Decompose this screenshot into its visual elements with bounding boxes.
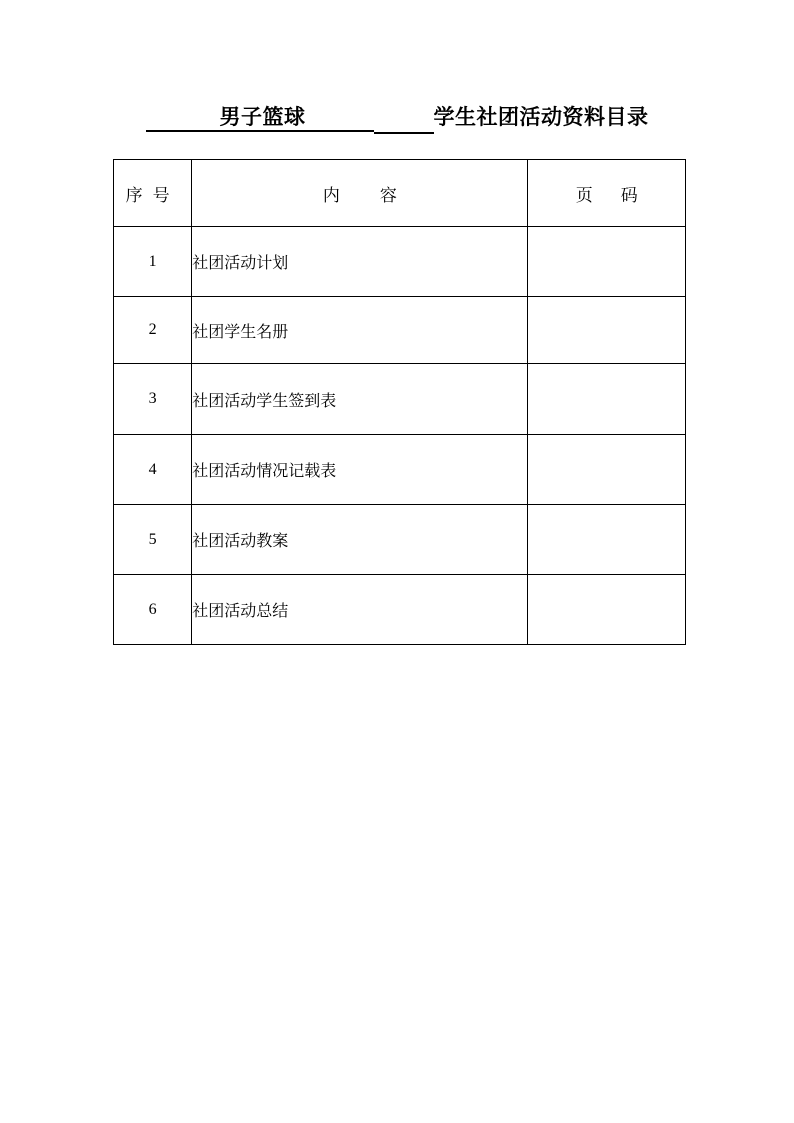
row-content: 社团活动总结 [192,575,528,645]
row-page [528,575,686,645]
contents-table [113,159,686,645]
row-page [528,297,686,364]
header-number: 序号 [114,160,192,227]
header-content: 内容 [192,160,528,227]
row-number: 5 [114,505,192,575]
table-row [114,575,686,645]
row-number: 4 [114,435,192,505]
row-page [528,227,686,297]
club-name-underline [374,132,434,134]
row-content: 社团活动情况记载表 [192,435,528,505]
table-row [114,227,686,297]
row-number: 1 [114,227,192,297]
title-suffix: 学生社团活动资料目录 [433,105,649,129]
header-page: 页码 [528,160,686,227]
table-header-row [114,160,686,227]
row-number: 2 [114,297,192,364]
row-number: 3 [114,364,192,435]
document-title [0,100,794,134]
row-page [528,505,686,575]
row-number: 6 [114,575,192,645]
table-row [114,364,686,435]
row-page [528,435,686,505]
row-content: 社团学生名册 [192,297,528,364]
row-content: 社团活动教案 [192,505,528,575]
row-content: 社团活动计划 [192,227,528,297]
row-page [528,364,686,435]
table-row [114,297,686,364]
club-name: 男子篮球 [146,104,374,132]
table-row [114,435,686,505]
table-row [114,505,686,575]
row-content: 社团活动学生签到表 [192,364,528,435]
